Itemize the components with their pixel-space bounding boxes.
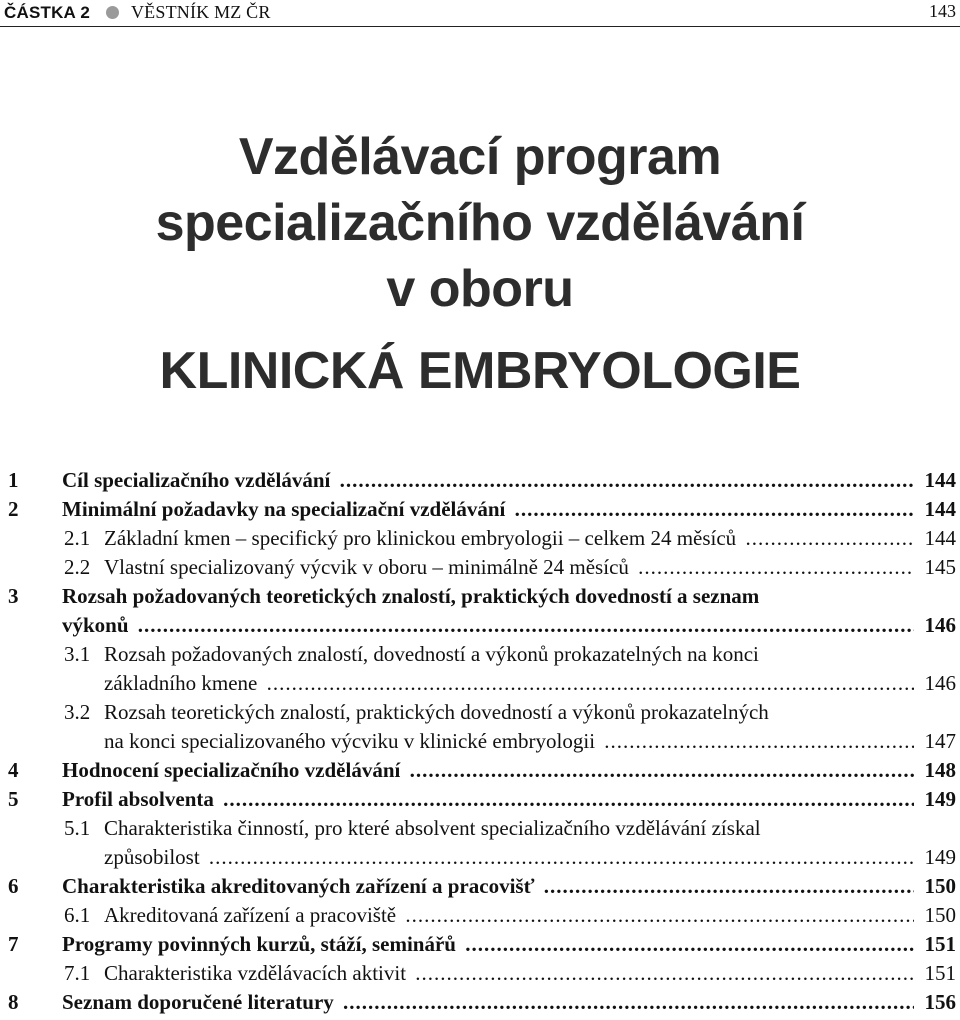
toc-subentry[interactable] xyxy=(8,959,956,988)
toc-label: Programy povinných kurzů, stáží, seminářů xyxy=(62,932,459,956)
toc-page: 148 xyxy=(924,758,956,782)
toc-number: 6.1 xyxy=(64,903,91,927)
toc-number: 2 xyxy=(8,497,19,521)
toc-number: 7.1 xyxy=(64,961,91,985)
toc-entry[interactable] xyxy=(8,988,956,1017)
toc-subentry[interactable] xyxy=(8,698,956,727)
toc-entry[interactable] xyxy=(8,785,956,814)
page-number: 143 xyxy=(929,1,956,21)
toc-entry[interactable] xyxy=(8,582,956,611)
toc-page: 146 xyxy=(924,613,956,637)
toc-page: 147 xyxy=(924,729,956,753)
toc-label: Cíl specializačního vzdělávání xyxy=(62,468,333,492)
toc-page: 150 xyxy=(924,903,956,927)
title-line-4: KLINICKÁ EMBRYOLOGIE xyxy=(159,342,801,400)
toc-label: Rozsah požadovaných teoretických znalostí, praktických dovedností a seznam xyxy=(62,584,762,608)
toc-number: 2.1 xyxy=(64,526,91,550)
title-line-3: v oboru xyxy=(386,260,574,318)
toc-subentry-continuation[interactable] xyxy=(8,843,956,872)
toc-label: Charakteristika vzdělávacích aktivit xyxy=(104,961,409,985)
toc-page: 145 xyxy=(924,555,956,579)
toc-number: 8 xyxy=(8,990,19,1014)
toc-entry[interactable] xyxy=(8,495,956,524)
toc-page: 146 xyxy=(924,671,956,695)
toc-page: 144 xyxy=(924,497,956,521)
toc-page: 149 xyxy=(924,787,956,811)
toc-page: 151 xyxy=(924,932,956,956)
toc-page: 156 xyxy=(924,990,956,1014)
toc-label: Hodnocení specializačního vzdělávání xyxy=(62,758,403,782)
toc-number: 6 xyxy=(8,874,19,898)
toc-label: Rozsah teoretických znalostí, praktických dovedností a výkonů prokazatelných xyxy=(104,700,772,724)
toc-label: Profil absolventa xyxy=(62,787,217,811)
toc-subentry-continuation[interactable] xyxy=(8,669,956,698)
toc-page: 151 xyxy=(924,961,956,985)
toc-label-cont: na konci specializovaného výcviku v klinické embryologii xyxy=(104,729,598,753)
toc-entry[interactable] xyxy=(8,872,956,901)
toc-subentry[interactable] xyxy=(8,524,956,553)
title-line-2: specializačního vzdělávání xyxy=(155,194,805,252)
page-header xyxy=(0,0,960,27)
toc-page: 144 xyxy=(924,468,956,492)
toc-number: 7 xyxy=(8,932,19,956)
toc-subentry[interactable] xyxy=(8,553,956,582)
toc-number: 1 xyxy=(8,468,19,492)
header-left xyxy=(4,2,271,23)
journal-name: VĚSTNÍK MZ ČR xyxy=(130,2,271,22)
toc-entry[interactable] xyxy=(8,930,956,959)
toc-label: Seznam doporučené literatury xyxy=(62,990,337,1014)
section-label: ČÁSTKA 2 xyxy=(4,3,90,22)
toc-number: 3.1 xyxy=(64,642,91,666)
toc-entry[interactable] xyxy=(8,756,956,785)
toc-subentry-continuation[interactable] xyxy=(8,727,956,756)
table-of-contents xyxy=(8,466,956,1017)
toc-label: Rozsah požadovaných znalostí, dovedností a výkonů prokazatelných na konci xyxy=(104,642,762,666)
toc-number: 2.2 xyxy=(64,555,91,579)
toc-subentry[interactable] xyxy=(8,640,956,669)
toc-label: Vlastní specializovaný výcvik v oboru – minimálně 24 měsíců xyxy=(104,555,632,579)
toc-number: 5.1 xyxy=(64,816,91,840)
toc-label-cont: výkonů xyxy=(62,613,132,637)
toc-number: 4 xyxy=(8,758,19,782)
toc-page: 144 xyxy=(924,526,956,550)
toc-label-cont: základního kmene xyxy=(104,671,260,695)
toc-label: Charakteristika akreditovaných zařízení a pracovišť xyxy=(62,874,538,898)
toc-subentry[interactable] xyxy=(8,901,956,930)
toc-entry[interactable] xyxy=(8,466,956,495)
toc-label: Charakteristika činností, pro které absolvent specializačního vzdělávání získal xyxy=(104,816,764,840)
toc-number: 3 xyxy=(8,584,19,608)
toc-number: 3.2 xyxy=(64,700,91,724)
toc-label-cont: způsobilost xyxy=(104,845,203,869)
title-line-1: Vzdělávací program xyxy=(238,128,722,186)
document-title xyxy=(0,124,960,404)
toc-label: Základní kmen – specifický pro klinickou embryologii – celkem 24 měsíců xyxy=(104,526,739,550)
toc-number: 5 xyxy=(8,787,19,811)
toc-subentry[interactable] xyxy=(8,814,956,843)
toc-entry-continuation[interactable] xyxy=(8,611,956,640)
bullet-dot-icon xyxy=(106,6,119,19)
toc-page: 150 xyxy=(924,874,956,898)
toc-label: Akreditovaná zařízení a pracoviště xyxy=(104,903,399,927)
toc-label: Minimální požadavky na specializační vzdělávání xyxy=(62,497,508,521)
toc-page: 149 xyxy=(924,845,956,869)
